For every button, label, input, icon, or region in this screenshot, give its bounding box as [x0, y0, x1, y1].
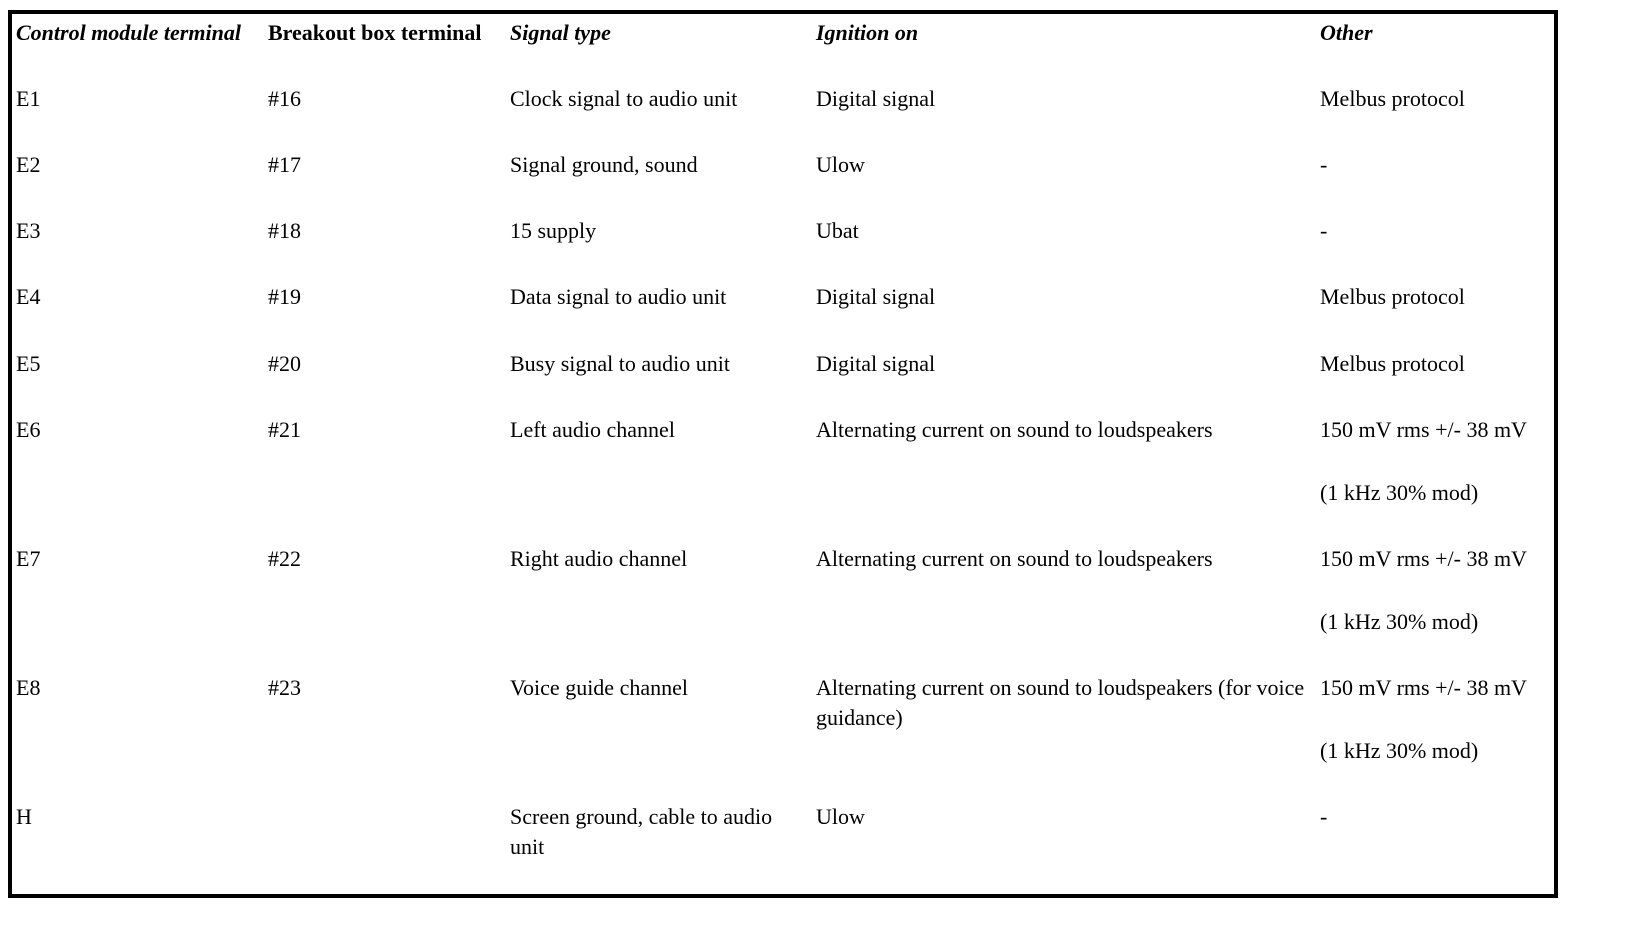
table-cell-ignition: Ulow [816, 152, 865, 177]
table-frame [8, 10, 1558, 898]
header-control-module-terminal: Control module terminal [16, 20, 241, 45]
table-cell-other: 150 mV rms +/- 38 mV [1320, 546, 1527, 571]
table-cell-signal: Clock signal to audio unit [510, 86, 738, 111]
table-cell-ignition: Alternating current on sound to loudspeakers (for voice guidance) [816, 675, 1305, 730]
table-cell-terminal: E7 [16, 546, 41, 571]
table-cell-other: Melbus protocol [1320, 351, 1465, 376]
table-cell-breakout: #18 [268, 218, 301, 243]
table-cell-breakout: #22 [268, 546, 301, 571]
table-cell-signal: Left audio channel [510, 417, 675, 442]
table-cell-other: - [1320, 804, 1328, 829]
table-cell-breakout: #17 [268, 152, 301, 177]
table-cell-signal: Signal ground, sound [510, 152, 698, 177]
table-cell-other: Melbus protocol [1320, 86, 1465, 111]
table-cell-ignition: Ulow [816, 804, 865, 829]
table-cell-terminal: E5 [16, 351, 41, 376]
table-cell-signal: Data signal to audio unit [510, 284, 727, 309]
table-cell-ignition: Ubat [816, 218, 859, 243]
table-cell-other-note: (1 kHz 30% mod) [1320, 738, 1479, 763]
header-breakout-box-terminal: Breakout box terminal [268, 20, 482, 45]
table-cell-breakout: #20 [268, 351, 301, 376]
header-signal-type: Signal type [510, 20, 611, 45]
table-cell-other-note: (1 kHz 30% mod) [1320, 609, 1479, 634]
table-cell-other: Melbus protocol [1320, 284, 1465, 309]
table-cell-breakout: #16 [268, 86, 301, 111]
table-cell-terminal: E4 [16, 284, 41, 309]
header-ignition-on: Ignition on [816, 20, 919, 45]
table-cell-terminal: E2 [16, 152, 41, 177]
table-cell-ignition: Digital signal [816, 86, 936, 111]
header-other: Other [1320, 20, 1373, 45]
table-cell-ignition: Alternating current on sound to loudspeakers [816, 546, 1213, 571]
table-cell-ignition: Alternating current on sound to loudspeakers [816, 417, 1213, 442]
table-cell-signal: Right audio channel [510, 546, 688, 571]
table-cell-other-note: (1 kHz 30% mod) [1320, 480, 1479, 505]
table-cell-other: - [1320, 152, 1328, 177]
table-cell-terminal: E8 [16, 675, 41, 700]
table-cell-ignition: Digital signal [816, 284, 936, 309]
table-cell-terminal: E6 [16, 417, 41, 442]
table-cell-signal: 15 supply [510, 218, 597, 243]
table-cell-signal: Voice guide channel [510, 675, 688, 700]
table-cell-ignition: Digital signal [816, 351, 936, 376]
table-cell-breakout: #19 [268, 284, 301, 309]
table-cell-breakout: #21 [268, 417, 301, 442]
table-cell-signal: Screen ground, cable to audio unit [510, 804, 773, 859]
table-cell-other: 150 mV rms +/- 38 mV [1320, 417, 1527, 442]
table-cell-other: - [1320, 218, 1328, 243]
table-cell-signal: Busy signal to audio unit [510, 351, 730, 376]
table-cell-breakout: #23 [268, 675, 301, 700]
table-cell-terminal: E1 [16, 86, 41, 111]
table-cell-terminal: H [16, 804, 32, 829]
table-cell-terminal: E3 [16, 218, 41, 243]
table-cell-other: 150 mV rms +/- 38 mV [1320, 675, 1527, 700]
